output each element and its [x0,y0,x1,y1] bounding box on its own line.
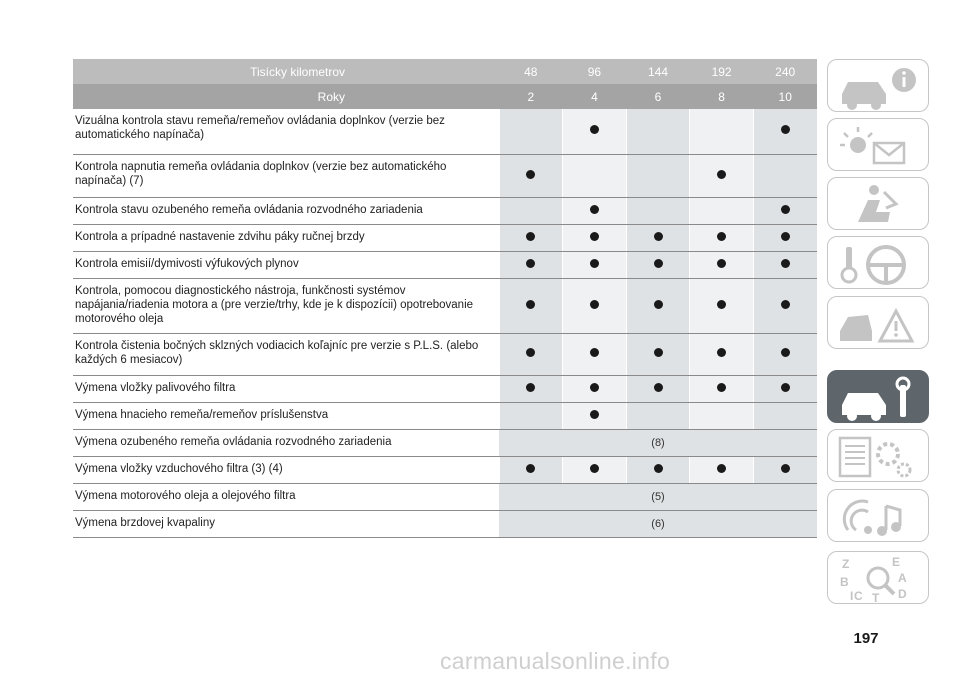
row-note: (5) [499,483,817,510]
row-note: (8) [499,429,817,456]
interval-cell [499,224,563,251]
check-dot [526,383,535,392]
check-dot [526,170,535,179]
car-info-icon [828,60,928,111]
check-dot [590,259,599,268]
interval-cell [753,333,817,375]
interval-cell [753,278,817,333]
interval-cell [753,154,817,197]
check-dot [717,348,726,357]
table-row [73,154,817,197]
chapter-tab[interactable] [827,370,929,423]
header-year-value: 6 [626,84,690,109]
row-note: (6) [499,510,817,537]
table-row [73,510,817,537]
seat-safety-icon [828,178,928,229]
watermark: carmanualsonline.info [440,648,671,674]
interval-cell [753,456,817,483]
interval-cell [626,402,690,429]
interval-cell [753,109,817,154]
row-description: Výmena motorového oleja a olejového filtra [73,483,499,510]
check-dot [654,259,663,268]
interval-cell [563,333,627,375]
emergency-icon [828,297,928,348]
interval-cell [499,375,563,402]
check-dot [781,300,790,309]
check-dot [781,383,790,392]
interval-cell [499,456,563,483]
check-dot [590,348,599,357]
chapter-tab[interactable] [827,236,929,289]
chapter-tab[interactable] [827,429,929,482]
chapter-tab[interactable] [827,296,929,349]
check-dot [590,232,599,241]
multimedia-icon [828,490,928,541]
check-dot [781,125,790,134]
check-dot [654,300,663,309]
check-dot [717,259,726,268]
check-dot [590,125,599,134]
table-row [73,109,817,154]
check-dot [526,300,535,309]
interval-cell [626,456,690,483]
row-description: Kontrola stavu ozubeného remeňa ovládania rozvodného zariadenia [73,197,499,224]
interval-cell [753,375,817,402]
interval-cell [499,251,563,278]
header-year-value: 4 [563,84,627,109]
interval-cell [499,333,563,375]
check-dot [526,232,535,241]
header-row-km [73,59,817,84]
check-dot [781,464,790,473]
check-dot [654,464,663,473]
interval-cell [626,375,690,402]
check-dot [781,348,790,357]
interval-cell [690,109,754,154]
svg-text:T: T [872,591,880,603]
svg-text:D: D [898,587,907,601]
chapter-tab[interactable] [827,59,929,112]
header-km-value: 96 [563,59,627,84]
svg-text:A: A [898,571,907,585]
check-dot [526,348,535,357]
interval-cell [626,197,690,224]
row-description: Výmena ozubeného remeňa ovládania rozvodného zariadenia [73,429,499,456]
interval-cell [690,375,754,402]
chapter-tab[interactable] [827,551,929,604]
check-dot [590,410,599,419]
technical-data-icon [828,430,928,481]
chapter-tab[interactable] [827,177,929,230]
interval-cell [563,197,627,224]
header-year-value: 10 [753,84,817,109]
interval-cell [690,333,754,375]
interval-cell [499,154,563,197]
interval-cell [626,251,690,278]
svg-text:E: E [892,555,901,569]
interval-cell [499,278,563,333]
row-description: Kontrola a prípadné nastavenie zdvihu páky ručnej brzdy [73,224,499,251]
interval-cell [690,456,754,483]
maintenance-schedule-table [73,59,817,538]
row-description: Výmena hnacieho remeňa/remeňov príslušenstva [73,402,499,429]
car-maintenance-icon [828,371,928,422]
chapter-tab[interactable] [827,118,929,171]
table-row [73,224,817,251]
header-km-value: 240 [753,59,817,84]
table-row [73,278,817,333]
interval-cell [690,278,754,333]
check-dot [590,205,599,214]
check-dot [781,232,790,241]
warning-lights-icon [828,119,928,170]
interval-cell [563,109,627,154]
header-km-value: 48 [499,59,563,84]
svg-text:Z: Z [842,557,850,571]
interval-cell [626,224,690,251]
svg-text:B: B [840,575,849,589]
header-years-label: Roky [73,84,499,109]
key-steering-icon [828,237,928,288]
interval-cell [563,375,627,402]
check-dot [526,259,535,268]
check-dot [717,383,726,392]
interval-cell [563,456,627,483]
header-km-value: 144 [626,59,690,84]
chapter-tab[interactable] [827,489,929,542]
svg-text:C: C [854,589,863,603]
check-dot [526,464,535,473]
check-dot [717,464,726,473]
table-row [73,333,817,375]
check-dot [590,383,599,392]
check-dot [654,348,663,357]
interval-cell [753,224,817,251]
interval-cell [626,278,690,333]
interval-cell [690,402,754,429]
page-number: 197 [853,630,879,647]
interval-cell [563,154,627,197]
interval-cell [690,251,754,278]
interval-cell [563,251,627,278]
table-row [73,251,817,278]
interval-cell [753,197,817,224]
interval-cell [690,154,754,197]
row-description: Kontrola čistenia bočných sklzných vodiacich koľajníc pre verzie s P.L.S. (alebo každých 6 mesiacov) [73,333,499,375]
interval-cell [753,402,817,429]
interval-cell [690,224,754,251]
check-dot [654,232,663,241]
schedule-body [73,109,817,537]
interval-cell [626,333,690,375]
check-dot [654,383,663,392]
row-description: Výmena vložky vzduchového filtra (3) (4) [73,456,499,483]
check-dot [590,464,599,473]
check-dot [781,259,790,268]
table-row [73,197,817,224]
row-description: Výmena brzdovej kvapaliny [73,510,499,537]
header-row-years [73,84,817,109]
check-dot [590,300,599,309]
table-row [73,483,817,510]
row-description: Vizuálna kontrola stavu remeňa/remeňov ovládania doplnkov (verzie bez automatického napínača) [73,109,499,154]
table-row [73,402,817,429]
interval-cell [690,197,754,224]
interval-cell [563,224,627,251]
interval-cell [626,109,690,154]
header-year-value: 2 [499,84,563,109]
interval-cell [563,402,627,429]
interval-cell [499,402,563,429]
row-description: Kontrola, pomocou diagnostického nástroja, funkčnosti systémov napájania/riadenia motora a (pre verzie/trhy, kde je k dispozícii) opotrebovanie motorového oleja [73,278,499,333]
row-description: Výmena vložky palivového filtra [73,375,499,402]
interval-cell [563,278,627,333]
row-description: Kontrola napnutia remeňa ovládania doplnkov (verzie bez automatického napínača) (7) [73,154,499,197]
table-row [73,456,817,483]
check-dot [717,300,726,309]
interval-cell [499,109,563,154]
check-dot [717,232,726,241]
table-row [73,375,817,402]
svg-text:I: I [850,589,854,603]
header-km-label: Tisícky kilometrov [73,59,499,84]
row-description: Kontrola emisií/dymivosti výfukových plynov [73,251,499,278]
check-dot [781,205,790,214]
header-km-value: 192 [690,59,754,84]
interval-cell [499,197,563,224]
table-row [73,429,817,456]
index-icon [828,552,928,603]
interval-cell [626,154,690,197]
check-dot [717,170,726,179]
interval-cell [753,251,817,278]
header-year-value: 8 [690,84,754,109]
